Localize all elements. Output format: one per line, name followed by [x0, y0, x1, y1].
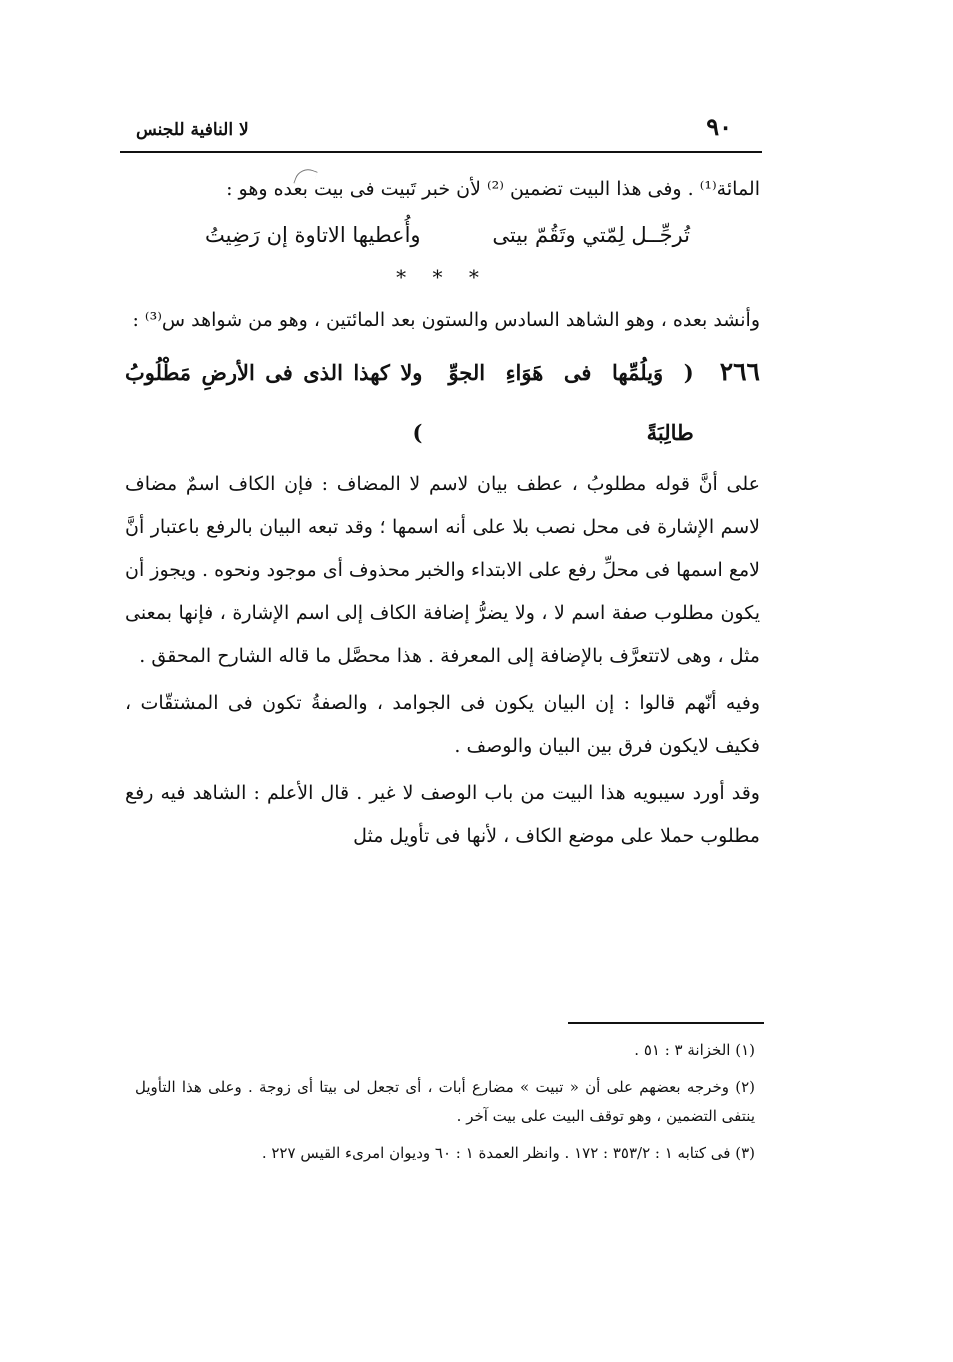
paragraph-3: على أنَّ قوله مطلوبُ ، عطف بيان لاسم لا المضاف : فإن الكاف اسمٌ مضاف لاسم الإشارة فى محل نصب بلا على أنه اسمها ؛ وقد تبعه البيان بالرفع باعتبار أنَّ لامع اسمها فى محلِّ رفع على الابتداء والخبر محذوف أى موجود ونحوه . ويجوز أن يكون مطلوب صفة اسم لا ، ولا يضرُّ إضافة الكاف إلى اسم الإشارة ، فإنها بمعنى مثل ، وهى لاتتعرَّف بالإضافة إلى المعرفة . هذا محصَّل ما قاله الشارح المحقق . [125, 473, 760, 667]
footnote-2: (٢) وخرجه بعضهم على أن « تبيت » مضارع أبات ، أى تجعل لى بيتا أى زوجة . وعلى هذا التأويل ينتفى التضمين ، وهو توقف البيت على بيت آخر . [135, 1078, 755, 1125]
main-text [125, 168, 760, 858]
running-title: لا النافية للجنس [136, 120, 249, 140]
paragraph-5: وقد أورد سيبويه هذا البيت من باب الوصف لا غير . قال الأعلم : الشاهد فيه رفع مطلوب حملا على موضع الكاف ، لأنها فى تأويل مثل [125, 782, 760, 847]
witness-hemistich-right: ( وَيلُمِّها فى هَوَاءِ الجوِّ طالِبَةً [448, 360, 694, 445]
verse-line [125, 211, 760, 259]
witness-hemistich-left: ولا كهذا الذى فى الأرضِ مَطْلُوبُ ) [125, 360, 423, 445]
header-rule [120, 151, 762, 153]
witness-verse [125, 342, 760, 463]
verse-hemistich-left: وأُعطيها الاتاوة إن رَضِيتُ [205, 223, 421, 247]
footnote-1: (١) الخزانة ٣ : ٥١ . [634, 1041, 755, 1059]
paragraph-1: المائة⁽¹⁾ . وفى هذا البيت تضمين ⁽²⁾ لأن خبر تَبيت فى بيت بعده وهو : [226, 178, 760, 200]
paragraph-2: وأنشد بعده ، وهو الشاهد السادس والستون بعد المائتين ، وهو من شواهد س⁽³⁾ : [132, 309, 760, 331]
footnotes [135, 1036, 755, 1176]
paragraph-4: وفيه أنّهم قالوا : إن البيان يكون فى الجوامد ، والصفةُ تكون فى المشتقّات ، فكيف لايكون فرق بين البيان والوصف . [125, 692, 760, 757]
page-number: ٩٠ [706, 112, 732, 141]
page-header [120, 112, 762, 148]
witness-number: ٢٦٦ [719, 357, 760, 386]
footnote-rule [568, 1022, 764, 1024]
footnote-3: (٣) فى كتابه ١ : ٣٥٣/٢ : ١٧٢ . وانظر العمدة ١ : ٦٠ وديوان امرىء القيس ٢٢٧ . [261, 1144, 755, 1162]
section-separator: * * * [396, 265, 489, 289]
verse-hemistich-right: تُرجِّــل لِمّتي وتَقُمّ بيتى [492, 223, 690, 247]
